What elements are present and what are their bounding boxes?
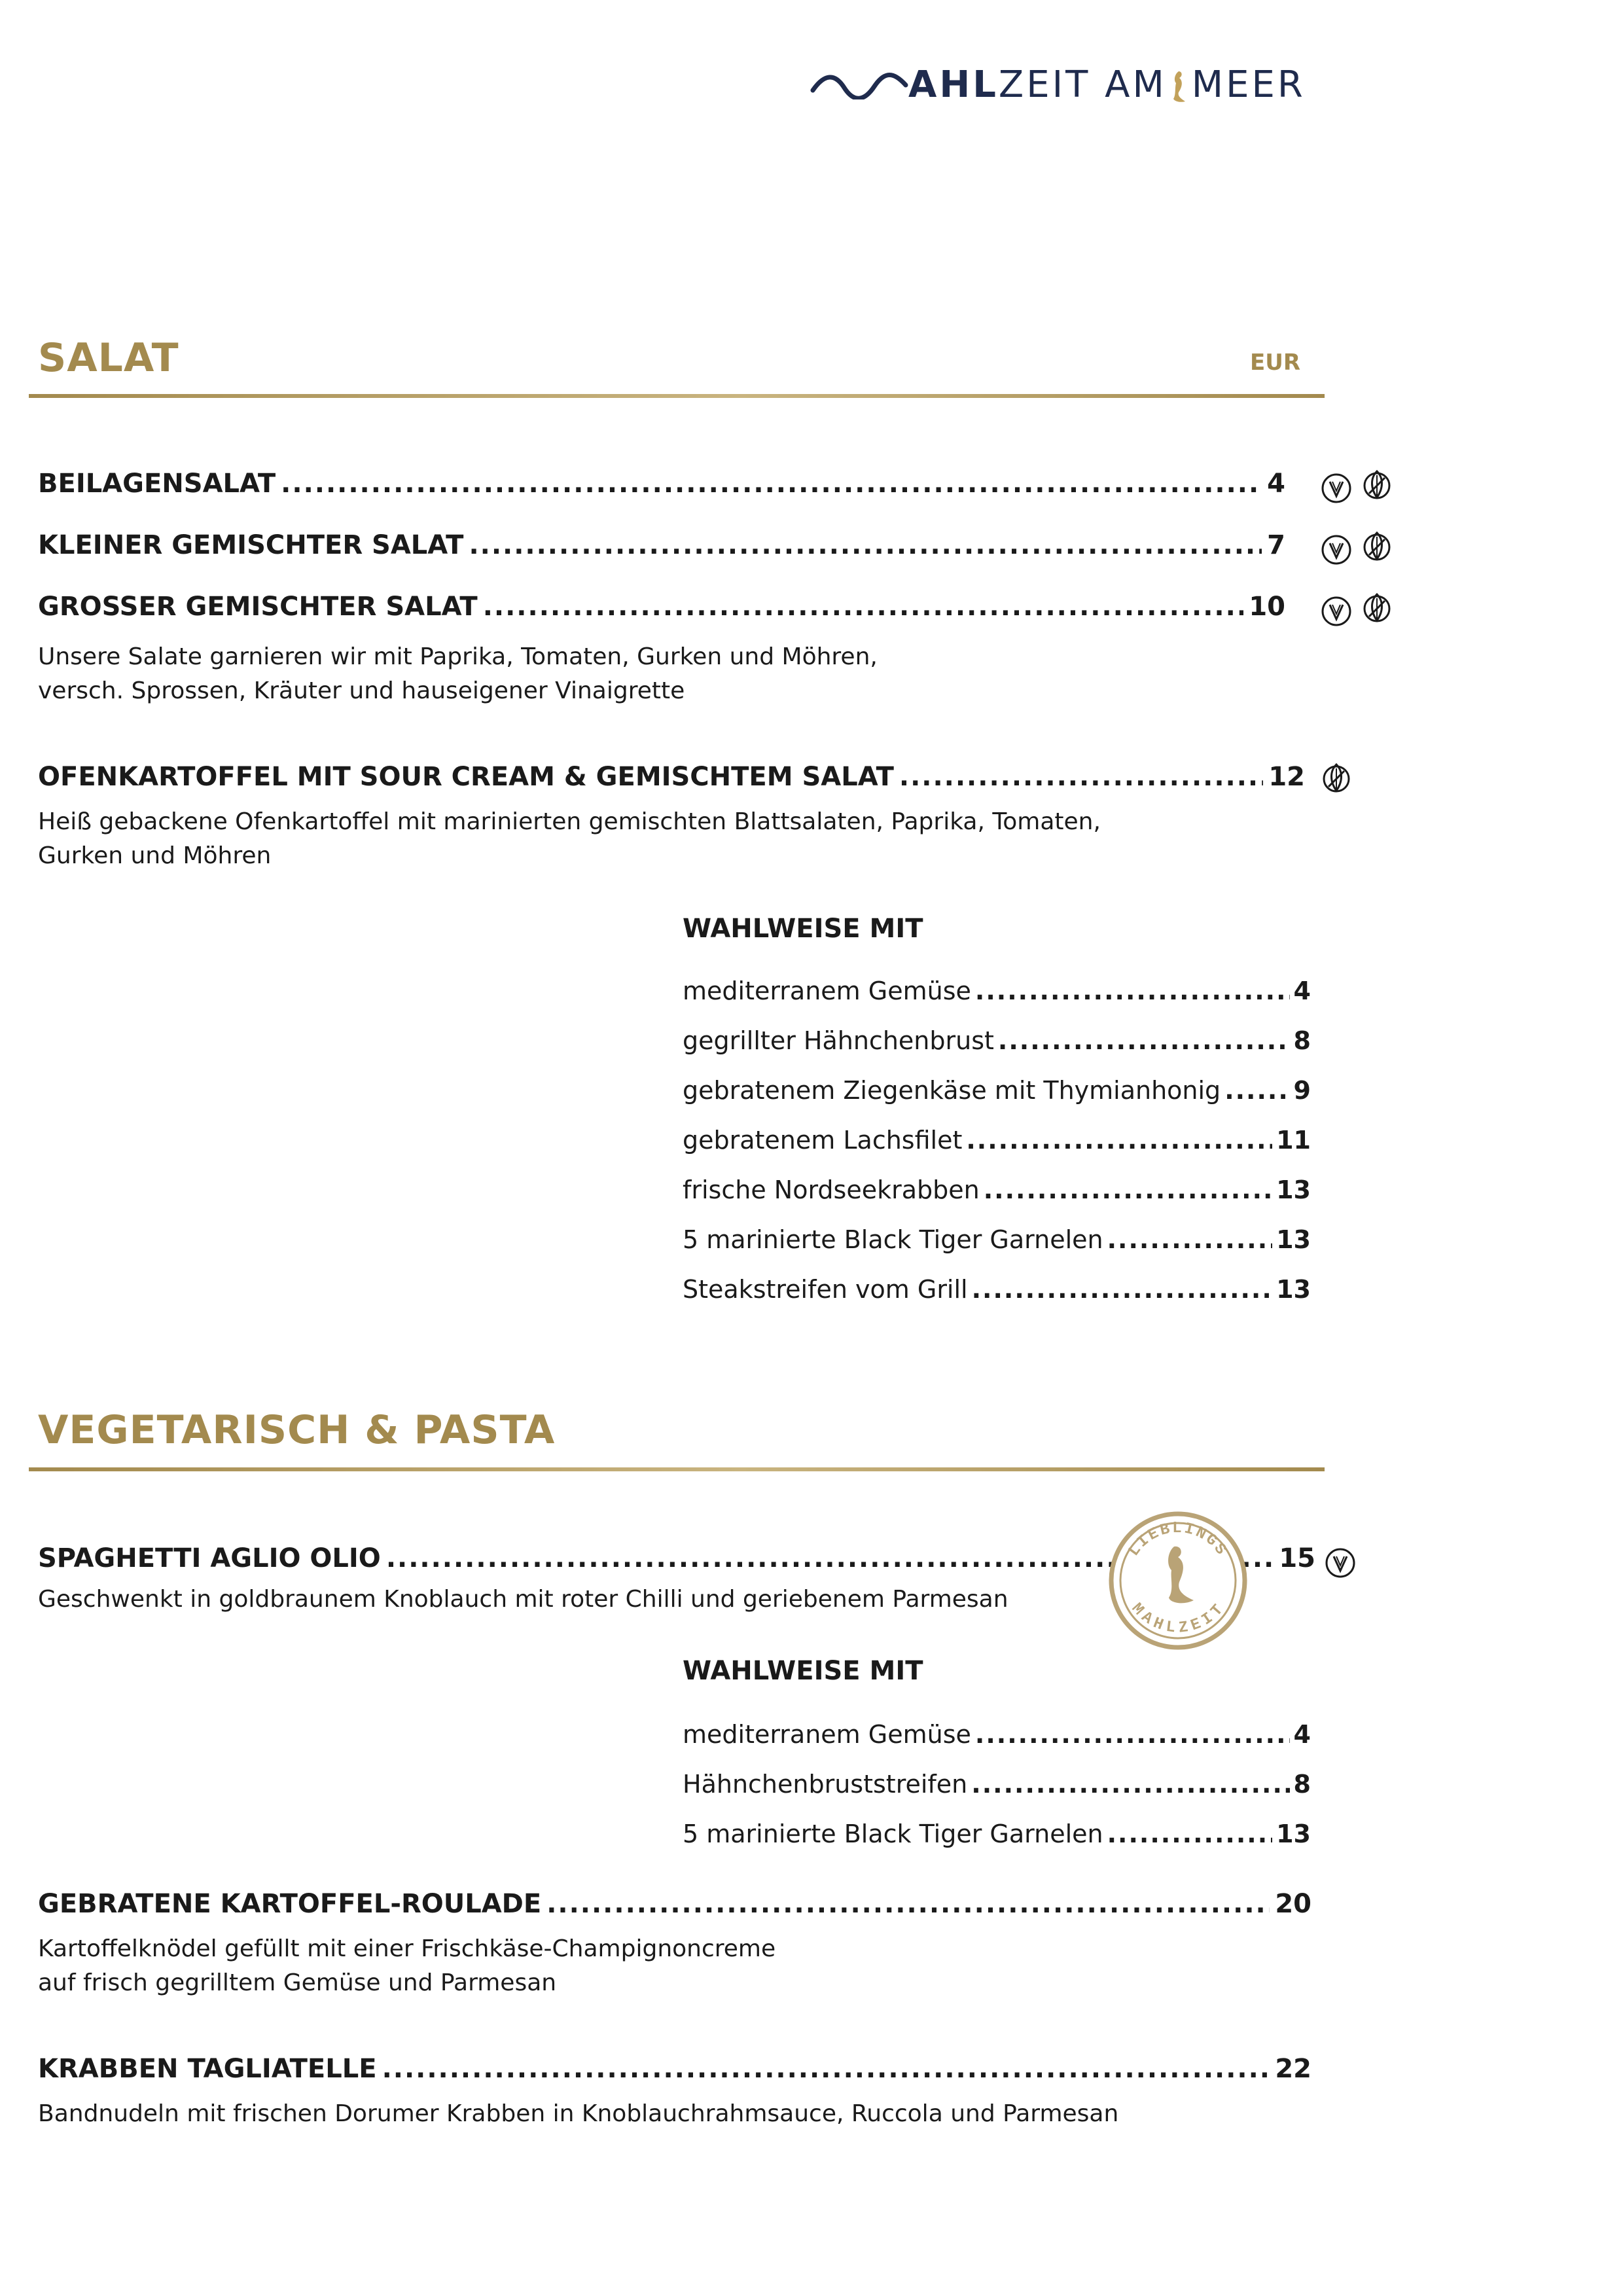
- vegetarian-icon: [1321, 534, 1352, 565]
- ofenkartoffel-description: Heiß gebackene Ofenkartoffel mit marinierten gemischten Blattsalaten, Paprika, Tomaten, Gurken und Möhren: [38, 808, 1101, 869]
- brand-wordmark: AHLZEIT AM MEER: [908, 63, 1306, 106]
- mermaid-icon: [1169, 69, 1189, 105]
- salat-description: Unsere Salate garnieren wir mit Paprika, Tomaten, Gurken und Möhren, versch. Sprossen, Kräuter und hauseigener Vinaigrette: [38, 643, 878, 704]
- lieblings-mahlzeit-stamp: [1106, 1509, 1250, 1653]
- vegan-leaf-icon: [1361, 592, 1393, 623]
- menu-item: GEBRATENE KARTOFFEL-ROULADE ..... 20: [38, 1889, 1311, 1919]
- option-item: 5 marinierte Black Tiger Garnelen ..... 13: [683, 1820, 1311, 1848]
- menu-item: KLEINER GEMISCHTER SALAT ..... 7: [38, 530, 1285, 560]
- svg-text:LIEBLINGS: LIEBLINGS: [1125, 1520, 1231, 1560]
- option-item: gebratenem Lachsfilet ..... 11: [683, 1126, 1311, 1155]
- option-item: gegrillter Hähnchenbrust ..... 8: [683, 1026, 1311, 1055]
- option-item: gebratenem Ziegenkäse mit Thymianhonig ..... 9: [683, 1076, 1311, 1105]
- option-item: Steakstreifen vom Grill ..... 13: [683, 1275, 1311, 1304]
- section-title-salat: SALAT: [38, 335, 179, 381]
- menu-item: GROSSER GEMISCHTER SALAT ..... 10: [38, 592, 1285, 622]
- wave-logo-icon: [810, 71, 908, 99]
- menu-item: BEILAGENSALAT ..... 4: [38, 469, 1285, 499]
- section-title-vegetarisch: VEGETARISCH & PASTA: [38, 1407, 556, 1453]
- krabben-description: Bandnudeln mit frischen Dorumer Krabben in Knoblauchrahmsauce, Ruccola und Parmesan: [38, 2100, 1119, 2127]
- brand-logo: [810, 59, 1308, 111]
- vegetarian-icon: [1325, 1547, 1356, 1579]
- vegetarian-icon: [1321, 596, 1352, 627]
- section-divider: [29, 1467, 1325, 1471]
- option-item: Hähnchenbruststreifen ..... 8: [683, 1770, 1311, 1799]
- currency-label: EUR: [1250, 350, 1301, 376]
- section-divider: [29, 394, 1325, 398]
- vegetarian-icon: [1321, 473, 1352, 504]
- spaghetti-description: Geschwenkt in goldbraunem Knoblauch mit roter Chilli und geriebenem Parmesan: [38, 1586, 1008, 1613]
- options-title: WAHLWEISE MIT: [683, 1656, 923, 1686]
- menu-item: OFENKARTOFFEL MIT SOUR CREAM & GEMISCHTEM SALAT ..... 12: [38, 762, 1305, 792]
- svg-text:MAHLZEIT: MAHLZEIT: [1127, 1600, 1229, 1638]
- roulade-description: Kartoffelknödel gefüllt mit einer Frischkäse-Champignoncreme auf frisch gegrilltem Gemüse und Parmesan: [38, 1935, 776, 1996]
- vegan-leaf-icon: [1321, 762, 1352, 793]
- vegan-leaf-icon: [1361, 469, 1393, 500]
- option-item: mediterranem Gemüse ..... 4: [683, 1720, 1311, 1749]
- menu-item: SPAGHETTI AGLIO OLIO ..... 15: [38, 1543, 1315, 1573]
- option-item: frische Nordseekrabben ..... 13: [683, 1175, 1311, 1204]
- menu-item: KRABBEN TAGLIATELLE ..... 22: [38, 2054, 1311, 2084]
- option-item: mediterranem Gemüse ..... 4: [683, 977, 1311, 1005]
- options-title: WAHLWEISE MIT: [683, 914, 923, 944]
- option-item: 5 marinierte Black Tiger Garnelen ..... 13: [683, 1225, 1311, 1254]
- vegan-leaf-icon: [1361, 530, 1393, 562]
